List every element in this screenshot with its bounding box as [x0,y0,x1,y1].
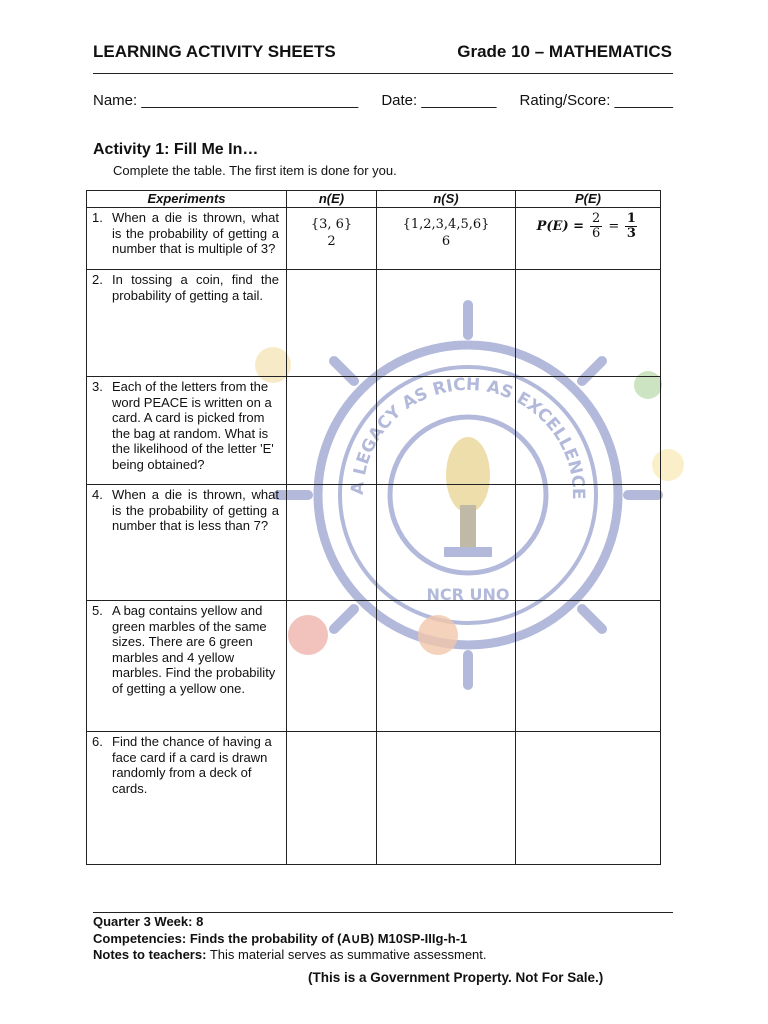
experiment-text: When a die is thrown, what is the probability of getting a number that is less than 7? [112,487,279,533]
activity-title: Activity 1: Fill Me In… [93,141,259,158]
nE-set: {3, 6} [310,217,353,232]
item-number: 1. [92,210,103,225]
grade-subject: Grade 10 – MATHEMATICS [457,42,672,61]
item-number: 5. [92,603,103,618]
table-header-row [87,191,661,208]
fraction-denominator: 3 [626,226,636,241]
table-row [87,601,661,732]
student-info-line [93,92,673,109]
notes-label: Notes to teachers: [93,947,207,962]
experiment-text: When a die is thrown, what is the probability of getting a number that is multiple of 3? [112,210,279,256]
government-property-notice: (This is a Government Property. Not For Sale.) [308,970,604,985]
nS-cell[interactable] [377,732,516,865]
competencies-label: Competencies: [93,931,187,946]
col-header-pE: P(E) [516,191,661,208]
nE-cell[interactable] [287,485,377,601]
fraction-numerator: 2 [592,211,601,226]
nE-value: 2 [327,234,336,249]
pE-cell[interactable] [516,270,661,377]
fraction-simplified [625,212,637,241]
date-field[interactable]: Date: _________ [381,92,497,109]
experiment-text: A bag contains yellow and green marbles of the same sizes. There are 6 green marbles and 4 yellow marbles. Find the probability of getting a yellow one. [112,603,276,696]
fraction-unsimplified [590,212,602,241]
table-row [87,208,661,270]
name-field[interactable]: Name: __________________________ [93,92,359,109]
score-field[interactable]: Rating/Score: _______ [519,92,673,109]
nS-set: {1,2,3,4,5,6} [402,217,490,232]
pE-cell[interactable] [516,377,661,485]
pE-cell[interactable] [516,208,661,270]
fraction-denominator: 6 [592,226,601,241]
pE-cell[interactable] [516,485,661,601]
nE-cell[interactable] [287,270,377,377]
notes-text: This material serves as summative assessment. [209,947,487,962]
header-divider [93,73,673,74]
pE-cell[interactable] [516,601,661,732]
sheet-title: LEARNING ACTIVITY SHEETS [93,42,336,61]
notes-line [93,947,487,962]
pE-cell[interactable] [516,732,661,865]
competencies-line [93,931,467,947]
seal-ring-text: A LEGACY AS RICH AS EXCELLENCE [347,374,589,500]
table-row [87,732,661,865]
experiment-text: Each of the letters from the word PEACE is written on a card. A card is picked from the bag at random. What is the likelihood of the letter 'E' being obtained? [112,379,274,472]
nS-cell[interactable] [377,601,516,732]
experiment-text: In tossing a coin, find the probability of getting a tail. [112,272,279,303]
nS-cell[interactable] [377,485,516,601]
item-number: 2. [92,272,103,287]
pE-label: P(E) = [536,219,585,234]
competencies-text: Finds the probability of (A∪B) M10SP-IIIg-h-1 [189,931,468,946]
nE-cell[interactable] [287,377,377,485]
nS-value: 6 [441,234,451,249]
item-number: 3. [92,379,103,394]
nE-cell[interactable] [287,208,377,270]
table-row [87,270,661,377]
nS-cell[interactable] [377,270,516,377]
col-header-nE: n(E) [287,191,377,208]
table-row [87,377,661,485]
activity-instruction: Complete the table. The first item is done for you. [113,163,397,178]
seal-bottom-text: NCR UNO [426,585,510,604]
quarter-week: Quarter 3 Week: 8 [93,914,204,929]
col-header-nS: n(S) [377,191,516,208]
col-header-experiments: Experiments [87,191,287,208]
item-number: 4. [92,487,103,502]
item-number: 6. [92,734,103,749]
experiment-text: Find the chance of having a face card if a card is drawn randomly from a deck of cards. [112,734,272,796]
nS-cell[interactable] [377,377,516,485]
activity-table [86,190,661,865]
nE-cell[interactable] [287,732,377,865]
equals-sign: = [608,219,620,234]
fraction-numerator: 1 [626,211,636,226]
nS-cell[interactable] [377,208,516,270]
nE-cell[interactable] [287,601,377,732]
table-row [87,485,661,601]
footer-divider [93,912,673,913]
